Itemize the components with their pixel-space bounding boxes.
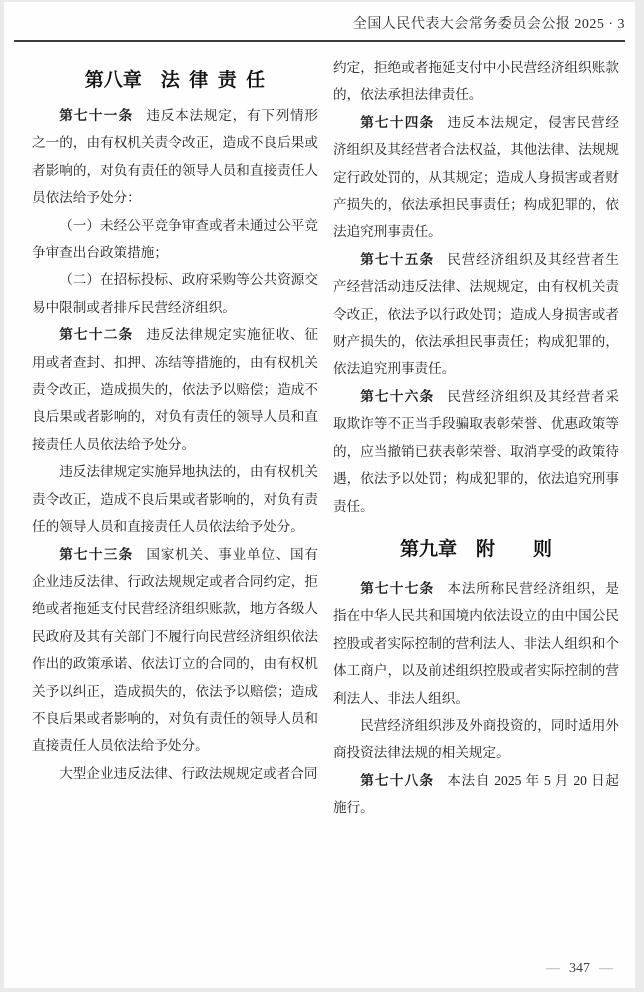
article-75-number: 第七十五条 [360, 251, 435, 267]
left-column [32, 54, 318, 822]
article-71-paragraph [32, 102, 318, 212]
article-76-number: 第七十六条 [360, 388, 435, 404]
article-73-paragraph-2-start-text: 大型企业违反法律、行政法规规定或者合同 [59, 765, 318, 781]
gazette-title: 全国人民代表大会常务委员会公报 2025 · 3 [352, 17, 625, 32]
chapter-9-heading: 第九章 附 则 [399, 538, 552, 560]
article-73-continuation-text: 约定，拒绝或者拖延支付中小民营经济组织账款的，依法承担法律责任。 [333, 60, 619, 103]
article-73-paragraph-2-start [32, 760, 318, 787]
article-78-text: 本法自 2025 年 5 月 20 日起施行。 [333, 772, 620, 816]
gazette-page [4, 2, 635, 988]
article-71-text: 违反本法规定，有下列情形之一的，由有权机关责令改正，造成不良后果或者影响的，对负有责任的领导人员和直接责任人员依法给予处分： [32, 108, 319, 206]
article-77-number: 第七十七条 [360, 580, 435, 596]
page-footer [546, 959, 613, 979]
page-number: 347 [569, 961, 590, 976]
article-78-number: 第七十八条 [360, 772, 435, 788]
article-76-paragraph [333, 383, 619, 520]
article-74-paragraph [333, 109, 619, 246]
footer-dash-right: — [599, 961, 613, 976]
article-71-item-1-text: （一）未经公平竞争审查或者未通过公平竞争审查出台政策措施； [32, 217, 318, 261]
two-column-body [4, 42, 635, 822]
article-72-paragraph [32, 321, 318, 458]
article-74-text: 违反本法规定，侵害民营经济组织及其经营者合法权益，其他法律、法规规定行政处罚的，从其规定；造成人身损害或者财产损失的，依法承担民事责任；构成犯罪的，依法追究刑事责任。 [333, 114, 620, 240]
article-72-paragraph-2-text: 违反法律规定实施异地执法的，由有权机关责令改正，造成不良后果或者影响的，对负有责任的领导人员和直接责任人员依法给予处分。 [32, 464, 318, 535]
page-header [4, 2, 635, 33]
article-75-text: 民营经济组织及其经营者生产经营活动违反法律、法规规定，由有权机关责令改正，依法予以行政处罚；造成人身损害或者财产损失的，依法承担民事责任；构成犯罪的，依法追究刑事责任。 [333, 251, 620, 377]
chapter-8-heading: 第八章 法 律 责 任 [84, 70, 266, 91]
article-77-paragraph [333, 575, 619, 712]
article-78-paragraph [333, 767, 619, 822]
article-71-item-2 [32, 266, 318, 321]
article-73-paragraph-2-continuation [333, 54, 619, 109]
article-77-paragraph-2-text: 民营经济组织涉及外商投资的，同时适用外商投资法律法规的相关规定。 [333, 717, 619, 761]
article-77-text: 本法所称民营经济组织，是指在中华人民共和国境内依法设立的由中国公民控股或者实际控制的营利法人、非法人组织和个体工商户，以及前述组织控股或者实际控制的营利法人、非法人组织。 [333, 580, 620, 706]
article-72-text: 违反法律规定实施征收、征用或者查封、扣押、冻结等措施的，由有权机关责令改正，造成损失的，依法予以赔偿；造成不良后果或者影响的，对负有责任的领导人员和直接责任人员依法给予处分。 [32, 327, 319, 452]
right-column [333, 54, 619, 822]
article-73-paragraph [32, 541, 318, 760]
footer-dash-left: — [546, 961, 560, 976]
article-72-number: 第七十二条 [59, 327, 134, 343]
article-73-text: 国家机关、事业单位、国有企业违反法律、行政法规规定或者合同约定，拒绝或者拖延支付民营经济组织账款，地方各级人民政府及其有关部门不履行向民营经济组织依法作出的政策承诺、依法订立的合同的，由有权机关予以纠正，造成损失的，依法予以赔偿；造成不良后果或者影响的，对负有责任的领导人员和直接责任人员依法给予处分。 [32, 546, 319, 754]
article-76-text: 民营经济组织及其经营者采取欺诈等不正当手段骗取表彰荣誉、优惠政策等的，应当撤销已获表彰荣誉、取消享受的政策待遇，依法予以处罚；构成犯罪的，依法追究刑事责任。 [333, 388, 620, 514]
article-73-number: 第七十三条 [59, 546, 134, 562]
article-71-number: 第七十一条 [59, 108, 134, 123]
article-77-paragraph-2 [333, 712, 619, 767]
article-74-number: 第七十四条 [360, 114, 435, 130]
article-71-item-1 [32, 212, 318, 267]
article-72-paragraph-2 [32, 458, 318, 540]
article-71-item-2-text: （二）在招标投标、政府采购等公共资源交易中限制或者排斥民营经济组织。 [32, 272, 318, 315]
article-75-paragraph [333, 246, 619, 383]
